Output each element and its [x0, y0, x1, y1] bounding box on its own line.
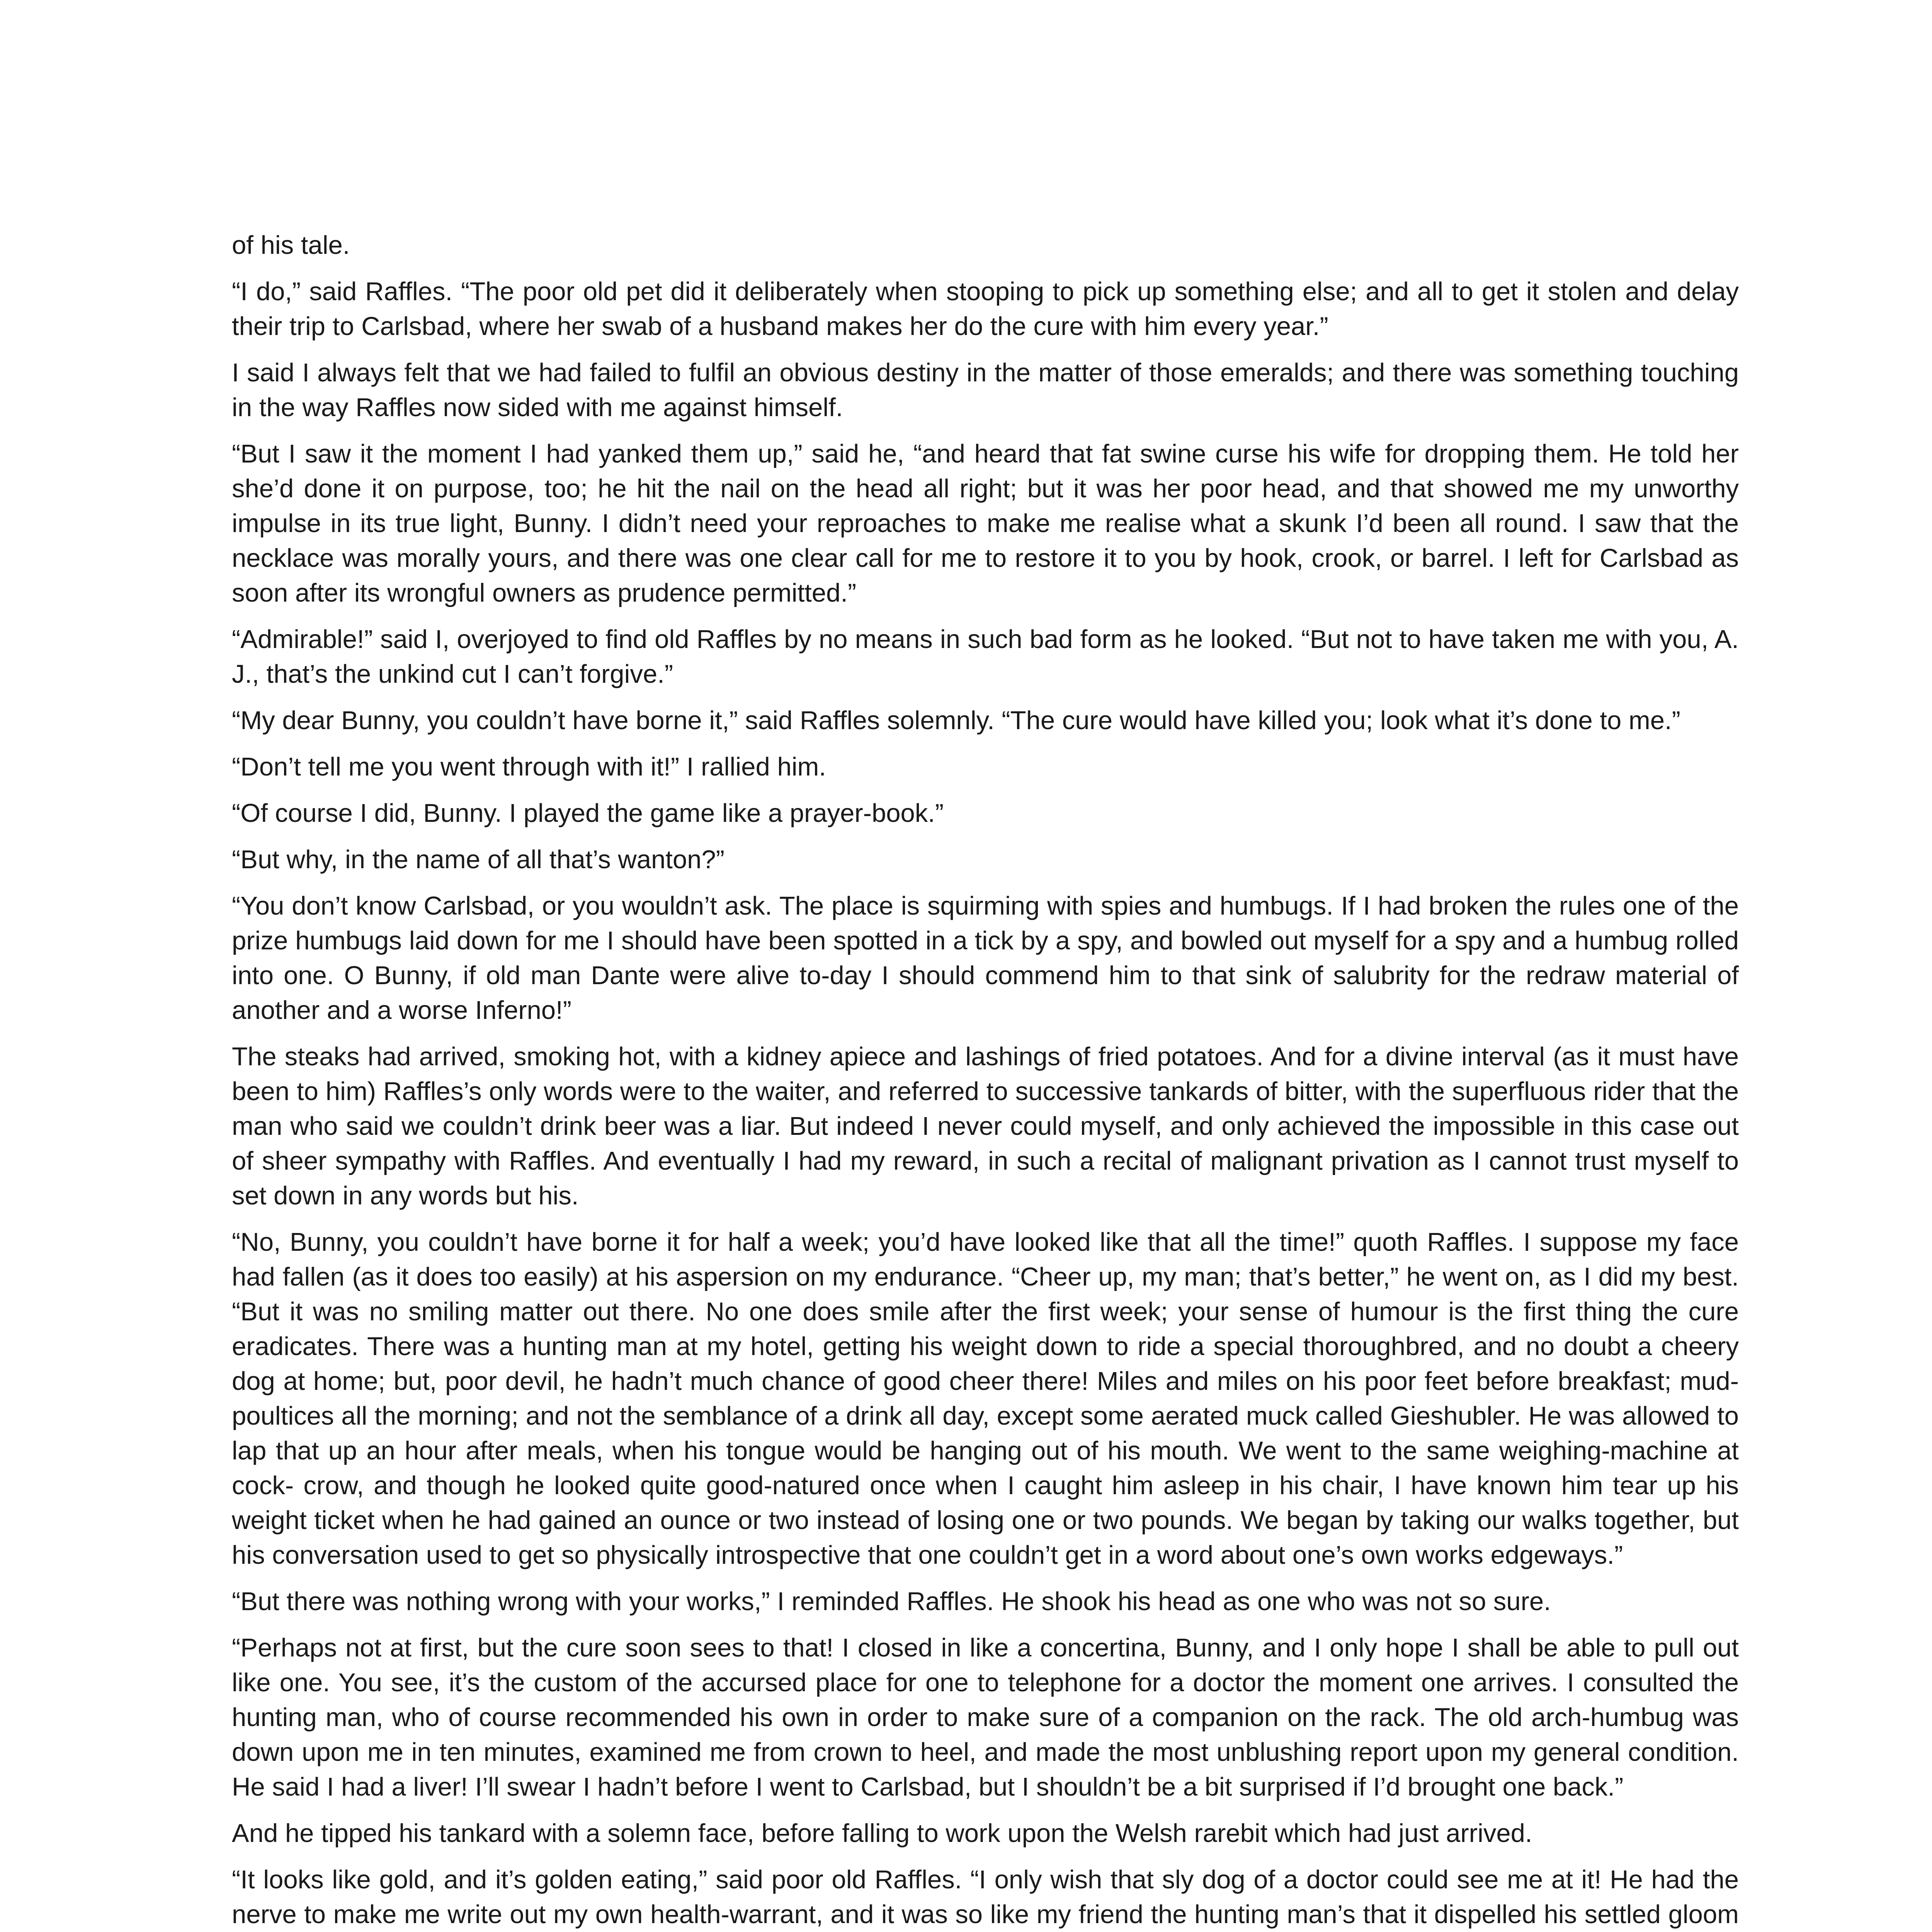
paragraph: “You don’t know Carlsbad, or you wouldn’t ask. The place is squirming with spies and humbugs. If I had broken the rules one of the prize humbugs laid down for me I should have been spotted in a tick by a spy, and bowled out myself for a spy and a humbug rolled into one. O Bunny, if old man Dante were alive to-day I should commend him to that sink of salubrity for the redraw material of another and a worse Inferno!”	[232, 891, 1739, 1025]
paragraph: “No, Bunny, you couldn’t have borne it for half a week; you’d have looked like that all the time!” quoth Raffles. I suppose my face had fallen (as it does too easily) at his aspersion on my endurance. “Cheer up, my man; that’s better,” he went on, as I did my best. “But it was no smiling matter out there. No one does smile after the first week; your sense of humour is the first thing the cure eradicates. There was a hunting man at my hotel, getting his weight down to ride a special thoroughbred, and no doubt a cheery dog at home; but, poor devil, he hadn’t much chance of good cheer there! Miles and miles on his poor feet before breakfast; mud-poultices all the morning; and not the semblance of a drink all day, except some aerated muck called Gieshubler. He was allowed to lap that up an hour after meals, when his tongue would be hanging out of his mouth. We went to the same weighing-machine at cock- crow, and though he looked quite good-natured once when I caught him asleep in his chair, I have known him tear up his weight ticket when he had gained an ounce or two instead of losing one or two pounds. We began by taking our walks together, but his conversation used to get so physically introspective that one couldn’t get in a word about one’s own works edgeways.”	[232, 1228, 1739, 1570]
paragraph: “I do,” said Raffles. “The poor old pet did it deliberately when stooping to pick up something else; and all to get it stolen and delay their trip to Carlsbad, where her swab of a husband makes her do the cure with him every year.”	[232, 277, 1739, 341]
paragraph: The steaks had arrived, smoking hot, with a kidney apiece and lashings of fried potatoes. And for a divine interval (as it must have been to him) Raffles’s only words were to the waiter, and referred to successive tankards of bitter, with the superfluous rider that the man who said we couldn’t drink beer was a liar. But indeed I never could myself, and only achieved the impossible in this case out of sheer sympathy with Raffles. And eventually I had my reward, in such a recital of malignant privation as I cannot trust myself to set down in any words but his.	[232, 1042, 1739, 1210]
paragraph: “But I saw it the moment I had yanked them up,” said he, “and heard that fat swine curse his wife for dropping them. He told her she’d done it on purpose, too; he hit the nail on the head all right; but it was her poor head, and that showed me my unworthy impulse in its true light, Bunny. I didn’t need your reproaches to make me realise what a skunk I’d been all round. I saw that the necklace was morally yours, and there was one clear call for me to restore it to you by hook, crook, or barrel. I left for Carlsbad as soon after its wrongful owners as prudence permitted.”	[232, 439, 1739, 607]
paragraph: “Don’t tell me you went through with it!” I rallied him.	[232, 752, 826, 781]
paragraph: “It looks like gold, and it’s golden eating,” said poor old Raffles. “I only wish that sly dog of a doctor could see me at it! He had the nerve to make me write out my own health-warrant, and it was so like my friend the hunting man’s that it dispelled his settled gloom	[232, 1865, 1739, 1929]
paragraph: “But there was nothing wrong with your works,” I reminded Raffles. He shook his head as one who was not so sure.	[232, 1587, 1551, 1616]
page-body	[232, 228, 1739, 1932]
paragraph: “But why, in the name of all that’s wanton?”	[232, 845, 724, 874]
paragraph: of his tale.	[232, 231, 350, 260]
paragraph: I said I always felt that we had failed to fulfil an obvious destiny in the matter of those emeralds; and there was something touching in the way Raffles now sided with me against himself.	[232, 358, 1739, 422]
paragraph: “My dear Bunny, you couldn’t have borne it,” said Raffles solemnly. “The cure would have killed you; look what it’s done to me.”	[232, 706, 1680, 735]
paragraph: And he tipped his tankard with a solemn face, before falling to work upon the Welsh rarebit which had just arrived.	[232, 1819, 1532, 1848]
paragraph: “Of course I did, Bunny. I played the game like a prayer-book.”	[232, 799, 944, 828]
paragraph: “Admirable!” said I, overjoyed to find old Raffles by no means in such bad form as he looked. “But not to have taken me with you, A. J., that’s the unkind cut I can’t forgive.”	[232, 625, 1739, 689]
paragraph: “Perhaps not at first, but the cure soon sees to that! I closed in like a concertina, Bunny, and I only hope I shall be able to pull out like one. You see, it’s the custom of the accursed place for one to telephone for a doctor the moment one arrives. I consulted the hunting man, who of course recommended his own in order to make sure of a companion on the rack. The old arch-humbug was down upon me in ten minutes, examined me from crown to heel, and made the most unblushing report upon my general condition. He said I had a liver! I’ll swear I hadn’t before I went to Carlsbad, but I shouldn’t be a bit surprised if I’d brought one back.”	[232, 1633, 1739, 1801]
